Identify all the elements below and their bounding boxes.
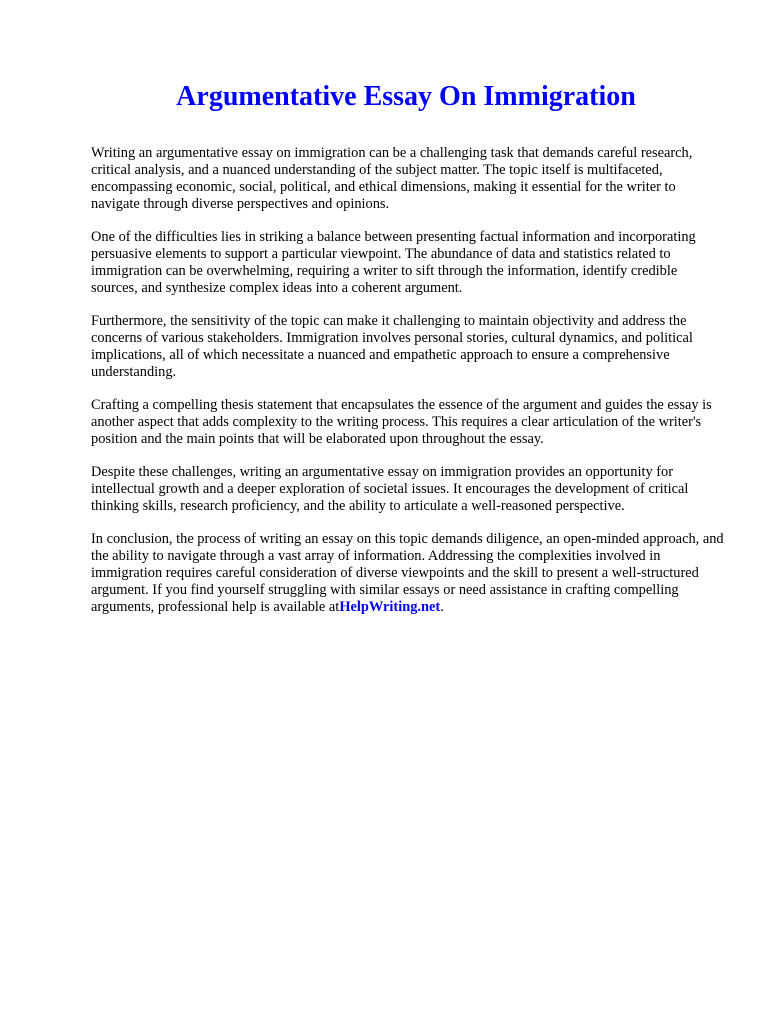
paragraph-conclusion	[91, 531, 726, 616]
document-title: Argumentative Essay On Immigration	[176, 81, 636, 112]
paragraph-thesis: Crafting a compelling thesis statement that encapsulates the essence of the argument and guides the essay is another aspect that adds complexity to the writing process. This requires a clear articulation of the writer's position and the main points that will be elaborated upon throughout the essay.	[91, 397, 712, 447]
paragraph-opportunity: Despite these challenges, writing an argumentative essay on immigration provides an opportunity for intellectual growth and a deeper exploration of societal issues. It encourages the development of critical thinking skills, research proficiency, and the ability to articulate a well-reasoned perspective.	[91, 464, 689, 514]
paragraph-difficulties: One of the difficulties lies in striking a balance between presenting factual information and incorporating persuasive elements to support a particular viewpoint. The abundance of data and statistics related to immigration can be overwhelming, requiring a writer to sift through the information, identify credible sources, and synthesize complex ideas into a coherent argument.	[91, 229, 696, 296]
helpwriting-link[interactable]: HelpWriting.net	[339, 599, 441, 615]
paragraph-sensitivity: Furthermore, the sensitivity of the topic can make it challenging to maintain objectivity and address the concerns of various stakeholders. Immigration involves personal stories, cultural dynamics, and political implications, all of which necessitate a nuanced and empathetic approach to ensure a comprehensive understanding.	[91, 313, 693, 380]
paragraph-intro: Writing an argumentative essay on immigration can be a challenging task that demands careful research, critical analysis, and a nuanced understanding of the subject matter. The topic itself is multifaceted, encompassing economic, social, political, and ethical dimensions, making it essential for the writer to navigate through diverse perspectives and opinions.	[91, 145, 693, 212]
conclusion-period: .	[440, 599, 444, 615]
document-body	[91, 145, 726, 616]
conclusion-text: In conclusion, the process of writing an essay on this topic demands diligence, an open-minded approach, and the ability to navigate through a vast array of information. Addressing the complexities involved in immigration requires careful consideration of diverse viewpoints and the skill to present a well-structured argument. If you find yourself struggling with similar essays or need assistance in crafting compelling arguments, professional help is available at	[91, 531, 724, 615]
